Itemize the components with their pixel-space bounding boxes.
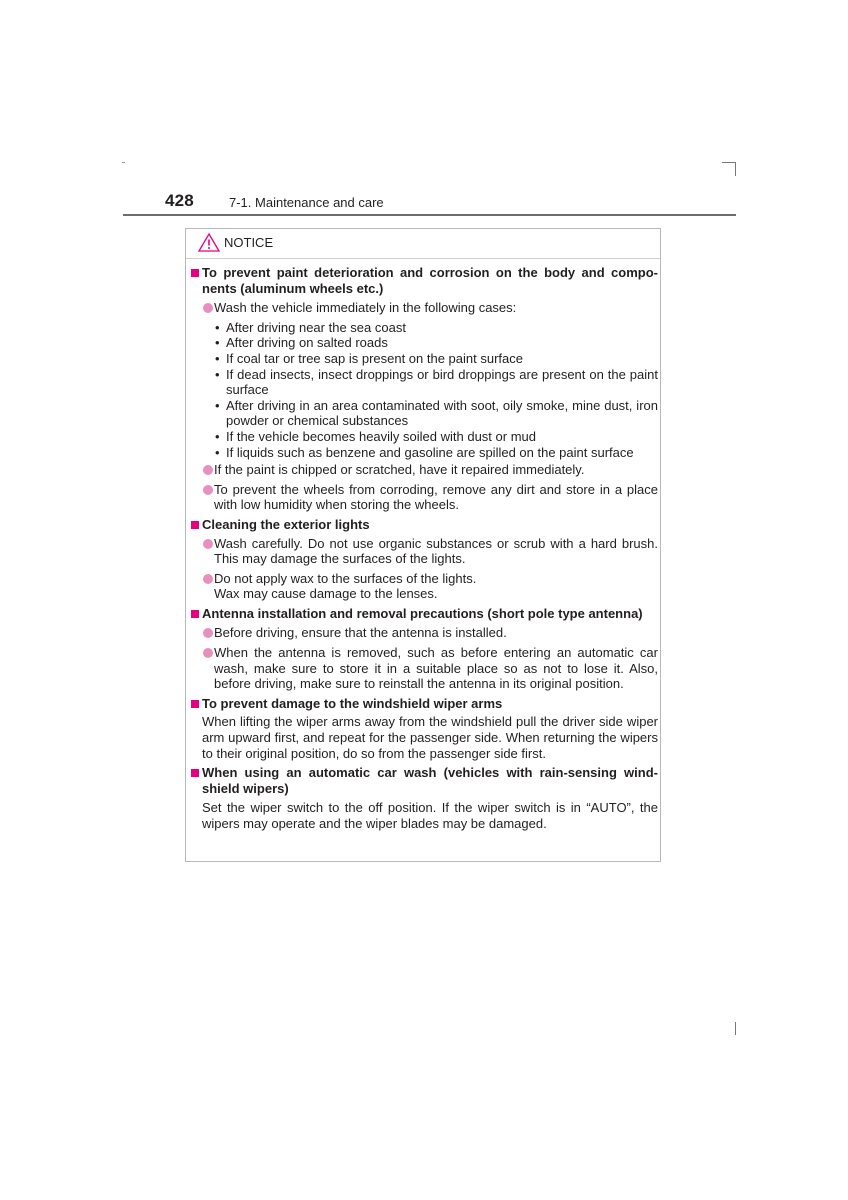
square-bullet-icon: [191, 610, 199, 618]
list-item: To prevent the wheels from corroding, remove any dirt and store in a place with low humidity when storing the wheels.: [189, 482, 658, 513]
square-bullet-icon: [191, 700, 199, 708]
notice-content: [189, 265, 658, 832]
crop-mark: [735, 1022, 736, 1035]
crop-mark: [122, 162, 125, 163]
section-paragraph: Set the wiper switch to the off position. If the wiper switch is in “AUTO”, the wipers may operate and the wiper blades may be damaged.: [202, 800, 658, 831]
bullet-icon: •: [215, 397, 220, 413]
square-bullet-icon: [191, 769, 199, 777]
notice-divider: [186, 258, 660, 259]
list-item: • If the vehicle becomes heavily soiled with dust or mud: [215, 428, 536, 444]
square-bullet-icon: [191, 521, 199, 529]
list-item: Do not apply wax to the surfaces of the lights.: [189, 571, 658, 587]
list-item: • After driving in an area contaminated with soot, oily smoke, mine dust, iron powder or chemical substances: [215, 397, 658, 429]
section-heading: To prevent damage to the windshield wiper arms: [189, 696, 658, 712]
list-item: Before driving, ensure that the antenna is installed.: [189, 625, 658, 641]
list-item: Wash the vehicle immediately in the following cases:: [189, 300, 658, 316]
crop-mark: [735, 162, 736, 176]
header-rule: [123, 214, 736, 216]
list-item: • If coal tar or tree sap is present on the paint surface: [215, 350, 523, 366]
page-number: 428: [165, 191, 194, 210]
warning-triangle-icon: [198, 233, 220, 252]
section-heading: When using an automatic car wash (vehicles with rain-sensing wind-shield wipers): [189, 765, 658, 796]
bullet-icon: •: [215, 444, 220, 460]
notice-header: [198, 231, 273, 253]
notice-label: NOTICE: [224, 234, 274, 250]
bullet-icon: •: [215, 428, 220, 444]
list-item-continuation: Wax may cause damage to the lenses.: [214, 586, 438, 602]
section-title: 7-1. Maintenance and care: [229, 195, 384, 210]
page-header: [123, 188, 736, 218]
square-bullet-icon: [191, 269, 199, 277]
list-item: • After driving on salted roads: [215, 335, 388, 351]
circle-bullet-icon: [203, 303, 213, 313]
circle-bullet-icon: [203, 574, 213, 584]
list-item: When the antenna is removed, such as before entering an automatic car wash, make sure to store it in a suitable place so as not to lose it. Also, before driving, make sure to reinstall the antenna in its original position.: [189, 645, 658, 692]
notice-box: [185, 228, 661, 862]
bullet-icon: •: [215, 366, 220, 382]
bullet-icon: •: [215, 350, 220, 366]
list-item: • After driving near the sea coast: [215, 319, 406, 335]
list-item: Wash carefully. Do not use organic substances or scrub with a hard brush. This may damage the surfaces of the lights.: [189, 536, 658, 567]
section-heading: Cleaning the exterior lights: [189, 517, 658, 533]
bullet-icon: •: [215, 335, 220, 351]
circle-bullet-icon: [203, 465, 213, 475]
circle-bullet-icon: [203, 628, 213, 638]
section-heading: Antenna installation and removal precautions (short pole type antenna): [189, 606, 658, 622]
circle-bullet-icon: [203, 648, 213, 658]
section-paragraph: When lifting the wiper arms away from the windshield pull the driver side wiper arm upward first, and repeat for the passenger side. When returning the wipers to their original position, do so from the passenger side first.: [202, 714, 658, 761]
list-item: • If liquids such as benzene and gasoline are spilled on the paint surface: [215, 444, 634, 460]
circle-bullet-icon: [203, 539, 213, 549]
crop-mark: [722, 162, 736, 163]
section-heading: To prevent paint deterioration and corrosion on the body and compo-nents (aluminum wheels etc.): [189, 265, 658, 296]
list-item: • If dead insects, insect droppings or bird droppings are present on the paint surface: [215, 366, 658, 398]
list-item: If the paint is chipped or scratched, have it repaired immediately.: [189, 462, 658, 478]
bullet-icon: •: [215, 319, 220, 335]
circle-bullet-icon: [203, 485, 213, 495]
